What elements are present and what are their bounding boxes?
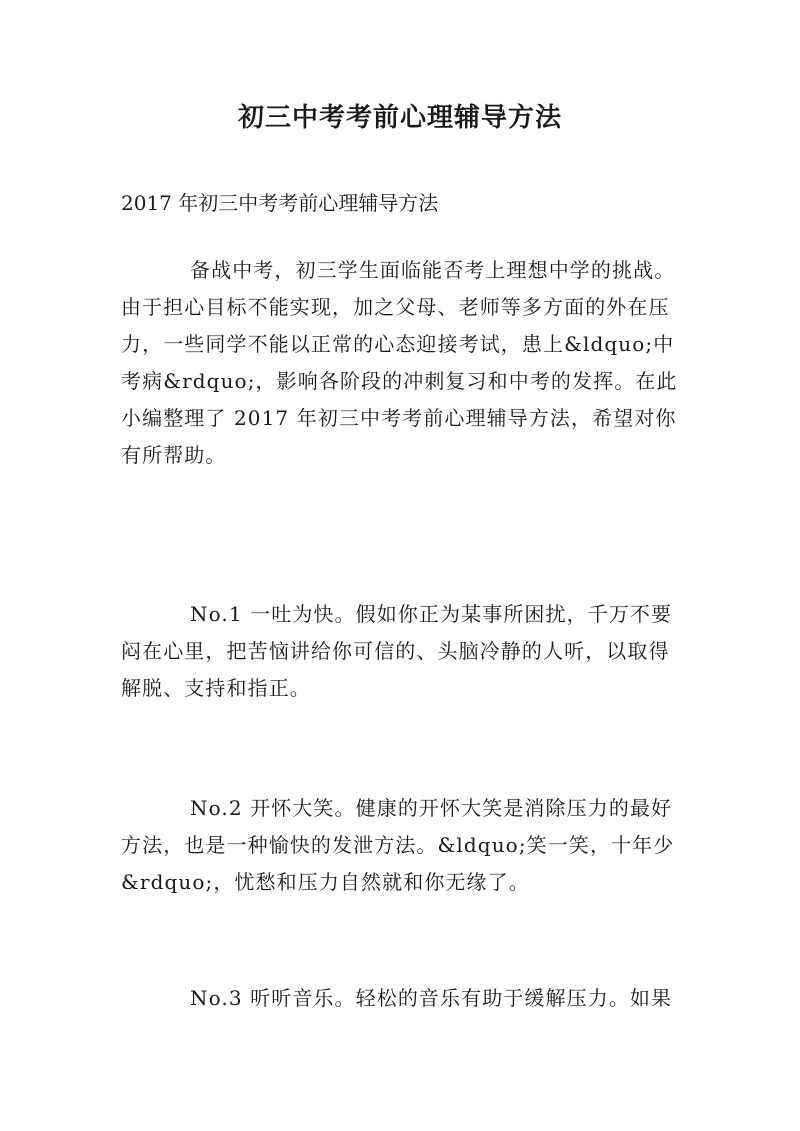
paragraph-line: &rdquo;，忧愁和压力自然就和你无缘了。 [121, 870, 530, 894]
paragraph-line: No.1 一吐为快。假如你正为某事所困扰，千万不要 [190, 602, 673, 626]
tip-3-paragraph [121, 980, 691, 1017]
paragraph-line: 小编整理了 2017 年初三中考考前心理辅导方法，希望对你 [121, 406, 677, 430]
paragraph-line: No.2 开怀大笑。健康的开怀大笑是消除压力的最好 [190, 796, 673, 820]
paragraph-line: 有所帮助。 [121, 443, 227, 467]
tip-1-paragraph [121, 596, 691, 707]
intro-paragraph [121, 252, 691, 474]
paragraph-line: 由于担心目标不能实现，加之父母、老师等多方面的外在压 [121, 295, 670, 319]
tip-2-paragraph [121, 790, 691, 901]
paragraph-line: No.3 听听音乐。轻松的音乐有助于缓解压力。如果 [190, 986, 673, 1010]
paragraph-line: 力，一些同学不能以正常的心态迎接考试，患上&ldquo;中 [121, 332, 675, 356]
paragraph-line: 解脱、支持和指正。 [121, 676, 311, 700]
paragraph-line: 考病&rdquo;，影响各阶段的冲刺复习和中考的发挥。在此 [121, 369, 678, 393]
paragraph-line: 备战中考，初三学生面临能否考上理想中学的挑战。 [190, 258, 676, 282]
paragraph-line: 方法，也是一种愉快的发泄方法。&ldquo;笑一笑，十年少 [121, 833, 675, 857]
paragraph-line: 闷在心里，把苦恼讲给你可信的、头脑冷静的人听，以取得 [121, 639, 670, 663]
document-subtitle: 2017 年初三中考考前心理辅导方法 [121, 191, 439, 215]
page-title: 初三中考考前心理辅导方法 [237, 103, 562, 133]
